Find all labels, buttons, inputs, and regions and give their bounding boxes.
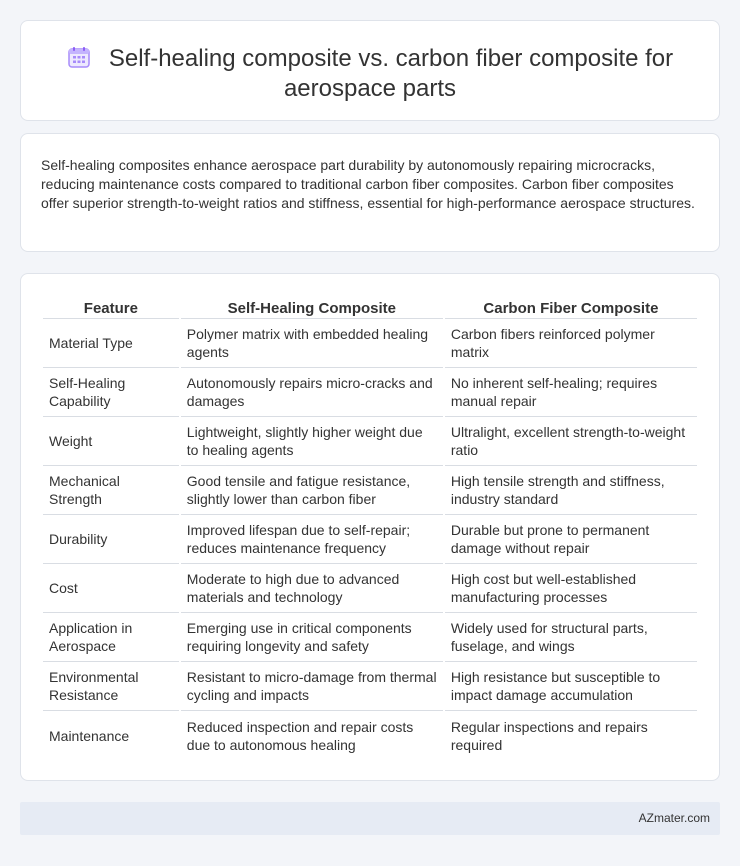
table-row xyxy=(43,417,697,466)
self-healing-cell: Polymer matrix with embedded healing agents xyxy=(181,319,443,368)
title-card xyxy=(20,20,720,121)
feature-cell: Maintenance xyxy=(49,727,130,744)
table-row xyxy=(43,466,697,515)
header-self-healing: Self-Healing Composite xyxy=(181,294,443,319)
header-feature: Feature xyxy=(43,294,179,319)
self-healing-cell: Reduced inspection and repair costs due to autonomous healing xyxy=(186,718,414,753)
self-healing-cell: Lightweight, slightly higher weight due to healing agents xyxy=(181,417,443,466)
table-header-row xyxy=(43,294,697,319)
self-healing-cell: Moderate to high due to advanced materials and technology xyxy=(181,564,443,613)
summary-card xyxy=(20,133,720,252)
carbon-fiber-cell: Ultralight, excellent strength-to-weight ratio xyxy=(445,417,697,466)
feature-cell: Weight xyxy=(43,417,179,466)
feature-cell: Application in Aerospace xyxy=(43,613,179,662)
table-row xyxy=(43,613,697,662)
carbon-fiber-cell: High cost but well-established manufacturing processes xyxy=(445,564,697,613)
header-carbon-fiber: Carbon Fiber Composite xyxy=(445,294,697,319)
footer-brand[interactable]: AZmater.com xyxy=(638,811,710,825)
comparison-table xyxy=(41,294,699,760)
self-healing-cell: Resistant to micro-damage from thermal cycling and impacts xyxy=(181,662,443,711)
self-healing-cell: Emerging use in critical components requiring longevity and safety xyxy=(181,613,443,662)
table-row xyxy=(43,662,697,711)
carbon-fiber-cell: Durable but prone to permanent damage without repair xyxy=(445,515,697,564)
self-healing-cell: Improved lifespan due to self-repair; reduces maintenance frequency xyxy=(181,515,443,564)
feature-cell: Self-Healing Capability xyxy=(43,368,179,417)
table-row xyxy=(43,564,697,613)
table-row xyxy=(43,711,697,760)
feature-cell: Cost xyxy=(43,564,179,613)
page-title: Self-healing composite vs. carbon fiber composite for aerospace parts xyxy=(108,45,674,102)
footer-bar xyxy=(20,802,720,835)
carbon-fiber-cell: Widely used for structural parts, fuselage, and wings xyxy=(445,613,697,662)
self-healing-cell: Good tensile and fatigue resistance, slightly lower than carbon fiber xyxy=(181,466,443,515)
calendar-icon xyxy=(67,45,91,69)
feature-cell: Environmental Resistance xyxy=(43,662,179,711)
summary-text: Self-healing composites enhance aerospace part durability by autonomously repairing microcracks, reducing maintenance costs compared to traditional carbon fiber composites. Carbon fiber composites offer superior strength-to-weight ratios and stiffness, essential for high-performance aerospace structures. xyxy=(41,157,695,211)
carbon-fiber-cell: Carbon fibers reinforced polymer matrix xyxy=(445,319,697,368)
self-healing-cell: Autonomously repairs micro-cracks and damages xyxy=(181,368,443,417)
table-row xyxy=(43,368,697,417)
page-title-block xyxy=(21,44,719,104)
carbon-fiber-cell: Regular inspections and repairs required xyxy=(450,718,648,753)
feature-cell: Mechanical Strength xyxy=(43,466,179,515)
feature-cell: Material Type xyxy=(43,319,179,368)
comparison-card xyxy=(20,273,720,781)
table-row xyxy=(43,319,697,368)
carbon-fiber-cell: High resistance but susceptible to impact damage accumulation xyxy=(445,662,697,711)
table-row xyxy=(43,515,697,564)
carbon-fiber-cell: High tensile strength and stiffness, industry standard xyxy=(445,466,697,515)
feature-cell: Durability xyxy=(43,515,179,564)
carbon-fiber-cell: No inherent self-healing; requires manual repair xyxy=(445,368,697,417)
